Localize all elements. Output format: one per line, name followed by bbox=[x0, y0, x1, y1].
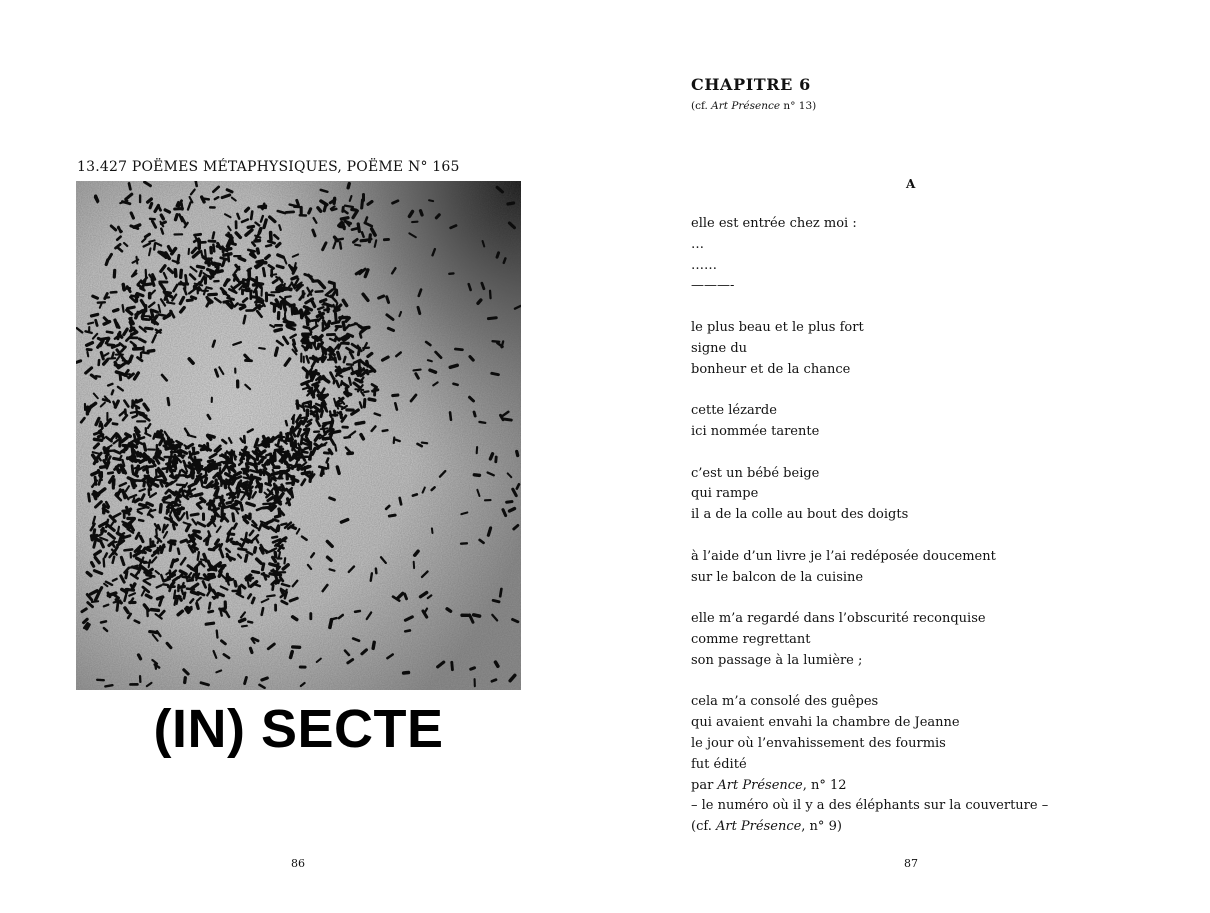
stanza-break bbox=[691, 443, 1048, 464]
poem-line: le jour où l’envahissement des fourmis bbox=[691, 735, 946, 751]
poem-line: ———- bbox=[691, 278, 735, 294]
poem-line: sur le balcon de la cuisine bbox=[691, 569, 864, 585]
stanza-break bbox=[691, 526, 1048, 547]
chapter-title: CHAPITRE 6 bbox=[691, 75, 811, 94]
poem-line: elle est entrée chez moi : bbox=[691, 216, 857, 231]
poem-line: fut édité bbox=[691, 756, 747, 772]
insect-swarm-photo bbox=[76, 181, 521, 690]
poem-line: bonheur et de la chance bbox=[691, 361, 851, 377]
poem-line: son passage à la lumière ; bbox=[691, 652, 863, 668]
poem-line: qui avaient envahi la chambre de Jeanne bbox=[691, 715, 960, 731]
stanza-break bbox=[691, 297, 1048, 318]
poem-line: (cf. Art Présence, n° 9) bbox=[691, 819, 842, 835]
poem-line: cela m’a consolé des guêpes bbox=[691, 694, 879, 710]
poem-line: – le numéro où il y a des éléphants sur la couverture – bbox=[691, 798, 1049, 814]
poem-line: … bbox=[691, 236, 704, 252]
image-caption: (IN) SECTE bbox=[153, 699, 444, 759]
poem-line: elle m’a regardé dans l’obscurité reconquise bbox=[691, 611, 986, 627]
poem-line: le plus beau et le plus fort bbox=[691, 319, 864, 335]
poem-line: il a de la colle au bout des doigts bbox=[691, 507, 909, 523]
poem-line: par Art Présence, n° 12 bbox=[691, 777, 847, 793]
right-page bbox=[605, 0, 1210, 913]
section-letter: A bbox=[906, 177, 916, 191]
poem-line: qui rampe bbox=[691, 486, 759, 502]
stanza-break bbox=[691, 672, 1048, 693]
poem-line: c’est un bébé beige bbox=[691, 465, 820, 481]
chapter-reference: (cf. Art Présence n° 13) bbox=[691, 100, 817, 112]
poem-heading: 13.427 POËMES MÉTAPHYSIQUES, POËME N° 165 bbox=[77, 159, 460, 175]
poem-line: cette lézarde bbox=[691, 403, 777, 419]
poem-line: à l’aide d’un livre je l’ai redéposée doucement bbox=[691, 548, 996, 564]
poem-line: signe du bbox=[691, 340, 748, 356]
stanza-break bbox=[691, 380, 1048, 401]
poem-line: …… bbox=[691, 257, 717, 273]
poem-line: ici nommée tarente bbox=[691, 423, 820, 439]
page-number-right: 87 bbox=[904, 857, 918, 870]
page-number-left: 86 bbox=[291, 857, 305, 870]
poem-body bbox=[691, 214, 1048, 838]
poem-line: comme regrettant bbox=[691, 631, 811, 647]
stanza-break bbox=[691, 588, 1048, 609]
